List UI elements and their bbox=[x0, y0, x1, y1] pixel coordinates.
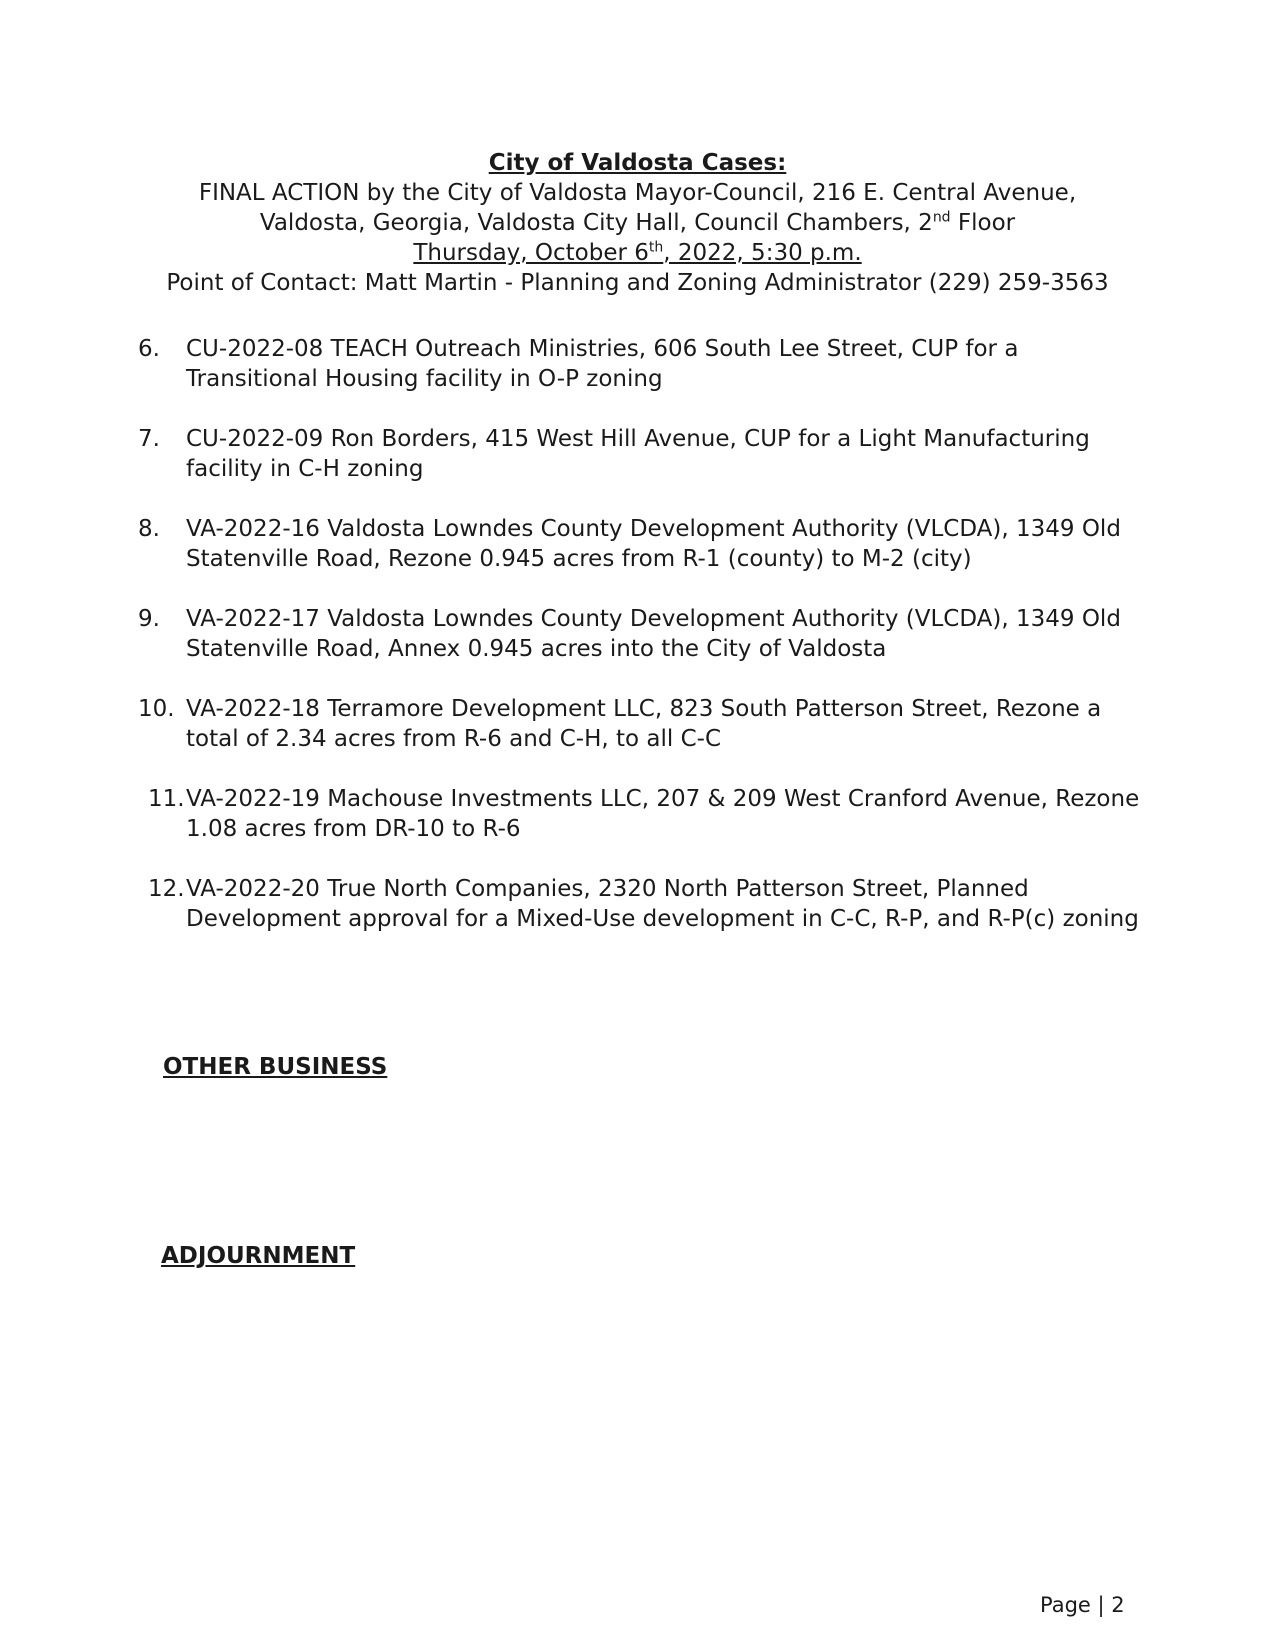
meeting-header bbox=[140, 148, 1135, 298]
case-number: 8. bbox=[138, 516, 160, 542]
case-number: 7. bbox=[138, 426, 160, 452]
case-number: 9. bbox=[138, 606, 160, 632]
case-list bbox=[138, 334, 1138, 964]
other-business-heading: OTHER BUSINESS bbox=[163, 1054, 388, 1080]
list-item: 11. VA-2022-19 Machouse Investments LLC, 207 & 209 West Cranford Avenue, Rezone 1.08 acres from DR-10 to R-6 bbox=[148, 786, 1140, 842]
list-item: 10. VA-2022-18 Terramore Development LLC, 823 South Patterson Street, Rezone a total of 2.34 acres from R-6 and C-H, to all C-C bbox=[138, 696, 1102, 752]
case-number: 12. bbox=[148, 876, 185, 902]
adjournment-heading: ADJOURNMENT bbox=[161, 1243, 356, 1269]
location-line: Valdosta, Georgia, Valdosta City Hall, Council Chambers, 2nd Floor bbox=[259, 209, 1016, 236]
list-item: 8. VA-2022-16 Valdosta Lowndes County Development Authority (VLCDA), 1349 Old Statenville Road, Rezone 0.945 acres from R-1 (county) to M-2 (city) bbox=[138, 516, 1121, 572]
final-action-line: FINAL ACTION by the City of Valdosta Mayor-Council, 216 E. Central Avenue, bbox=[198, 180, 1077, 206]
case-number: 6. bbox=[138, 336, 160, 362]
point-of-contact: Point of Contact: Matt Martin - Planning and Zoning Administrator (229) 259-3563 bbox=[166, 270, 1109, 296]
list-item: 12. VA-2022-20 True North Companies, 2320 North Patterson Street, Planned Development approval for a Mixed-Use development in C-C, R-P, and R-P(c) zoning bbox=[148, 876, 1139, 932]
case-number: 11. bbox=[148, 786, 185, 812]
list-item: 7. CU-2022-09 Ron Borders, 415 West Hill Avenue, CUP for a Light Manufacturing facility in C-H zoning bbox=[138, 426, 1090, 482]
meeting-date: Thursday, October 6th, 2022, 5:30 p.m. bbox=[413, 239, 862, 266]
list-item: 9. VA-2022-17 Valdosta Lowndes County Development Authority (VLCDA), 1349 Old Statenville Road, Annex 0.945 acres into the City of Valdosta bbox=[138, 606, 1121, 662]
list-item: 6. CU-2022-08 TEACH Outreach Ministries, 606 South Lee Street, CUP for a Transitional Housing facility in O-P zoning bbox=[138, 336, 1019, 392]
case-number: 10. bbox=[138, 696, 175, 722]
page-number: Page | 2 bbox=[1040, 1593, 1125, 1617]
section-title: City of Valdosta Cases: bbox=[488, 150, 787, 176]
